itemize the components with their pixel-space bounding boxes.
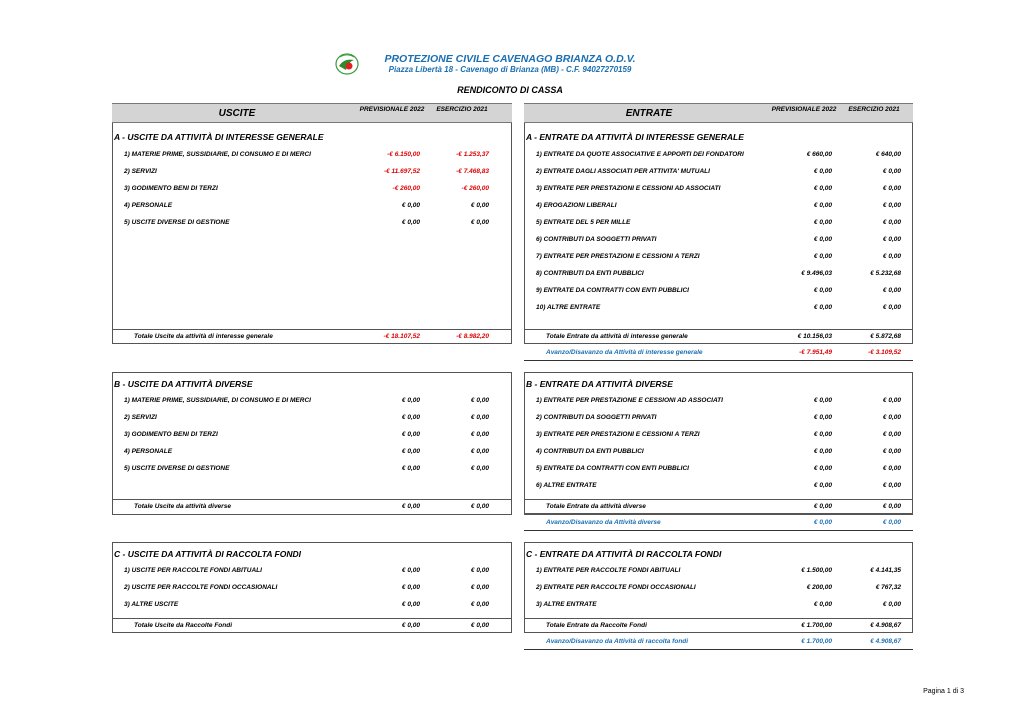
- row-value-previsionale: € 0,00: [813, 185, 832, 192]
- secB-entrate-title: B - ENTRATE DA ATTIVITÀ DIVERSE: [526, 379, 673, 389]
- row-value-previsionale: € 0,00: [401, 503, 420, 510]
- row-value-esercizio: € 0,00: [882, 219, 901, 226]
- row-value-previsionale: € 10.156,03: [797, 333, 832, 340]
- entrate-row: [536, 287, 926, 297]
- row-value-previsionale: € 0,00: [401, 465, 420, 472]
- row-value-previsionale: € 0,00: [813, 503, 832, 510]
- uscite-row: [124, 448, 514, 458]
- row-label: Totale Uscite da Raccolte Fondi: [134, 622, 233, 629]
- row-label: 1) ENTRATE PER PRESTAZIONE E CESSIONI AD ASSOCIATI: [536, 397, 723, 404]
- uscite-row: [124, 584, 514, 594]
- row-value-previsionale: € 0,00: [401, 397, 420, 404]
- entrate-row: [536, 236, 926, 246]
- uscite-row: [124, 567, 514, 577]
- row-value-esercizio: -€ 7.468,83: [456, 168, 489, 175]
- row-value-esercizio: € 4.908,67: [870, 622, 901, 629]
- row-label: 7) ENTRATE PER PRESTAZIONI E CESSIONI A TERZI: [536, 253, 700, 260]
- row-label: 1) USCITE PER RACCOLTE FONDI ABITUALI: [124, 567, 262, 574]
- entrate-total-row: [546, 333, 936, 343]
- entrate-row: [536, 270, 926, 280]
- row-label: 1) ENTRATE DA QUOTE ASSOCIATIVE E APPORTI DEI FONDATORI: [536, 151, 744, 158]
- row-label: Totale Entrate da attività diverse: [546, 503, 646, 510]
- row-label: 1) MATERIE PRIME, SUSSIDIARIE, DI CONSUMO E DI MERCI: [124, 151, 311, 158]
- uscite-total-row: [134, 333, 524, 343]
- secA-entrate-total-line: [524, 329, 913, 330]
- row-label: Totale Uscite da attività di interesse generale: [134, 333, 273, 340]
- secC-uscite-title: C - USCITE DA ATTIVITÀ DI RACCOLTA FONDI: [114, 549, 301, 559]
- row-label: 2) USCITE PER RACCOLTE FONDI OCCASIONALI: [124, 584, 278, 591]
- section-b-uscite-box: [112, 372, 512, 515]
- row-value-previsionale: -€ 7.951,49: [799, 349, 832, 356]
- row-label: 3) GODIMENTO BENI DI TERZI: [124, 431, 218, 438]
- avanzo-row: [546, 519, 936, 529]
- row-label: 1) ENTRATE PER RACCOLTE FONDI ABITUALI: [536, 567, 681, 574]
- row-value-esercizio: € 0,00: [470, 601, 489, 608]
- row-value-esercizio: € 0,00: [882, 431, 901, 438]
- row-value-esercizio: € 5.232,68: [870, 270, 901, 277]
- row-label: 4) CONTRIBUTI DA ENTI PUBBLICI: [536, 448, 644, 455]
- uscite-row: [124, 185, 514, 195]
- entrate-col-previsionale: PREVISIONALE 2022: [771, 106, 837, 113]
- row-value-previsionale: € 0,00: [401, 622, 420, 629]
- row-value-esercizio: € 0,00: [882, 503, 901, 510]
- uscite-row: [124, 151, 514, 161]
- row-value-esercizio: € 0,00: [882, 253, 901, 260]
- secC-uscite-total-line: [112, 618, 512, 619]
- row-value-previsionale: € 0,00: [401, 448, 420, 455]
- row-label: 2) CONTRIBUTI DA SOGGETTI PRIVATI: [536, 414, 657, 421]
- uscite-header: [112, 103, 512, 123]
- row-value-previsionale: € 0,00: [813, 304, 832, 311]
- row-value-esercizio: € 0,00: [882, 448, 901, 455]
- row-value-previsionale: € 0,00: [813, 219, 832, 226]
- row-value-esercizio: € 0,00: [882, 414, 901, 421]
- row-label: Totale Uscite da attività diverse: [134, 503, 231, 510]
- row-value-previsionale: € 0,00: [813, 168, 832, 175]
- row-value-previsionale: € 0,00: [401, 601, 420, 608]
- row-label: 4) EROGAZIONI LIBERALI: [536, 202, 617, 209]
- row-value-esercizio: € 0,00: [882, 519, 901, 526]
- row-value-previsionale: -€ 6.150,00: [387, 151, 420, 158]
- entrate-row: [536, 482, 926, 492]
- entrate-row: [536, 431, 926, 441]
- entrate-row: [536, 414, 926, 424]
- row-label: 9) ENTRATE DA CONTRATTI CON ENTI PUBBLICI: [536, 287, 689, 294]
- uscite-row: [124, 202, 514, 212]
- row-value-esercizio: € 640,00: [875, 151, 901, 158]
- row-value-esercizio: € 0,00: [882, 304, 901, 311]
- uscite-col-previsionale: PREVISIONALE 2022: [359, 106, 425, 113]
- row-value-esercizio: € 0,00: [470, 622, 489, 629]
- row-value-previsionale: € 1.500,00: [801, 567, 832, 574]
- row-value-previsionale: € 0,00: [813, 431, 832, 438]
- row-value-previsionale: € 0,00: [401, 202, 420, 209]
- row-value-esercizio: -€ 1.253,37: [456, 151, 489, 158]
- row-value-esercizio: € 0,00: [882, 465, 901, 472]
- row-value-previsionale: € 0,00: [401, 584, 420, 591]
- row-label: 1) MATERIE PRIME, SUSSIDIARIE, DI CONSUMO E DI MERCI: [124, 397, 311, 404]
- row-value-previsionale: -€ 18.107,52: [383, 333, 420, 340]
- row-value-previsionale: € 0,00: [401, 414, 420, 421]
- uscite-row: [124, 414, 514, 424]
- row-value-esercizio: -€ 8.982,20: [456, 333, 489, 340]
- row-label: 2) ENTRATE PER RACCOLTE FONDI OCCASIONALI: [536, 584, 696, 591]
- row-value-esercizio: -€ 3.109,52: [868, 349, 901, 356]
- entrate-row: [536, 584, 926, 594]
- row-label: 10) ALTRE ENTRATE: [536, 304, 601, 311]
- entrate-row: [536, 304, 926, 314]
- row-value-previsionale: -€ 11.697,52: [383, 168, 420, 175]
- row-label: 2) ENTRATE DAGLI ASSOCIATI PER ATTIVITA' MUTUALI: [536, 168, 710, 175]
- row-value-previsionale: € 0,00: [813, 601, 832, 608]
- row-value-previsionale: € 0,00: [813, 519, 832, 526]
- row-value-esercizio: € 0,00: [470, 503, 489, 510]
- row-label: Totale Entrate da Raccolte Fondi: [546, 622, 647, 629]
- row-label: Totale Entrate da attività di interesse generale: [546, 333, 688, 340]
- organization-name: PROTEZIONE CIVILE CAVENAGO BRIANZA O.D.V.: [384, 53, 636, 65]
- row-label: Avanzo/Disavanzo da Attività di raccolta fondi: [546, 638, 689, 645]
- row-value-esercizio: € 0,00: [470, 431, 489, 438]
- uscite-total-row: [134, 622, 524, 632]
- uscite-row: [124, 219, 514, 229]
- uscite-title: USCITE: [218, 108, 256, 119]
- row-value-previsionale: € 0,00: [401, 219, 420, 226]
- document-title: RENDICONTO DI CASSA: [457, 85, 563, 95]
- secB-uscite-total-line: [112, 499, 512, 500]
- row-label: 3) ENTRATE PER PRESTAZIONI E CESSIONI A TERZI: [536, 431, 700, 438]
- entrate-row: [536, 168, 926, 178]
- secB-entrate-total-line: [524, 499, 913, 500]
- row-value-esercizio: € 0,00: [882, 236, 901, 243]
- row-label: 2) SERVIZI: [124, 414, 157, 421]
- row-value-previsionale: € 1.700,00: [801, 622, 832, 629]
- entrate-title: ENTRATE: [625, 108, 673, 119]
- row-label: 6) CONTRIBUTI DA SOGGETTI PRIVATI: [536, 236, 657, 243]
- uscite-row: [124, 431, 514, 441]
- row-label: 4) PERSONALE: [124, 448, 173, 455]
- entrate-row: [536, 448, 926, 458]
- row-value-esercizio: € 0,00: [882, 397, 901, 404]
- secA-uscite-total-line: [112, 329, 512, 330]
- row-value-esercizio: € 0,00: [470, 414, 489, 421]
- row-label: 8) CONTRIBUTI DA ENTI PUBBLICI: [536, 270, 644, 277]
- row-value-esercizio: € 0,00: [882, 287, 901, 294]
- row-value-previsionale: € 0,00: [813, 397, 832, 404]
- row-value-esercizio: € 0,00: [882, 168, 901, 175]
- row-value-esercizio: € 0,00: [470, 448, 489, 455]
- secC-entrate-title: C - ENTRATE DA ATTIVITÀ DI RACCOLTA FONDI: [526, 549, 722, 559]
- row-label: 5) ENTRATE DEL 5 PER MILLE: [536, 219, 631, 226]
- entrate-row: [536, 397, 926, 407]
- row-value-previsionale: € 0,00: [401, 567, 420, 574]
- entrate-row: [536, 465, 926, 475]
- row-value-previsionale: € 9.496,03: [801, 270, 832, 277]
- row-value-esercizio: € 0,00: [882, 202, 901, 209]
- row-value-previsionale: € 0,00: [401, 431, 420, 438]
- page-number: Pagina 1 di 3: [923, 688, 964, 695]
- row-value-esercizio: € 0,00: [470, 465, 489, 472]
- row-value-previsionale: € 1.700,00: [801, 638, 832, 645]
- row-value-esercizio: € 0,00: [470, 567, 489, 574]
- entrate-row: [536, 185, 926, 195]
- row-label: Avanzo/Disavanzo da Attività diverse: [546, 519, 661, 526]
- uscite-row: [124, 601, 514, 611]
- row-value-esercizio: € 4.141,35: [870, 567, 901, 574]
- row-value-esercizio: € 0,00: [470, 219, 489, 226]
- avanzo-row: [546, 349, 936, 359]
- row-value-previsionale: € 0,00: [813, 414, 832, 421]
- row-value-previsionale: € 0,00: [813, 482, 832, 489]
- row-value-previsionale: € 0,00: [813, 287, 832, 294]
- row-label: 5) ENTRATE DA CONTRATTI CON ENTI PUBBLICI: [536, 465, 689, 472]
- row-label: 3) GODIMENTO BENI DI TERZI: [124, 185, 218, 192]
- entrate-row: [536, 151, 926, 161]
- row-label: 6) ALTRE ENTRATE: [536, 482, 597, 489]
- entrate-header: [524, 103, 913, 123]
- row-value-previsionale: € 0,00: [813, 448, 832, 455]
- uscite-row: [124, 465, 514, 475]
- uscite-row: [124, 168, 514, 178]
- entrate-row: [536, 253, 926, 263]
- row-value-esercizio: € 0,00: [470, 397, 489, 404]
- secA-entrate-title: A - ENTRATE DA ATTIVITÀ DI INTERESSE GENERALE: [526, 132, 744, 142]
- uscite-total-row: [134, 503, 524, 513]
- row-label: 5) USCITE DIVERSE DI GESTIONE: [124, 219, 230, 226]
- row-value-previsionale: -€ 260,00: [392, 185, 420, 192]
- entrate-row: [536, 202, 926, 212]
- row-label: 2) SERVIZI: [124, 168, 157, 175]
- uscite-col-esercizio: ESERCIZIO 2021: [436, 106, 488, 113]
- row-value-previsionale: € 0,00: [813, 465, 832, 472]
- entrate-row: [536, 219, 926, 229]
- row-value-esercizio: € 0,00: [882, 601, 901, 608]
- row-value-previsionale: € 200,00: [806, 584, 832, 591]
- row-label: 3) ALTRE USCITE: [124, 601, 179, 608]
- row-value-esercizio: € 0,00: [470, 202, 489, 209]
- row-value-esercizio: € 0,00: [882, 482, 901, 489]
- entrate-total-row: [546, 503, 936, 513]
- row-value-esercizio: -€ 260,00: [461, 185, 489, 192]
- row-label: 5) USCITE DIVERSE DI GESTIONE: [124, 465, 230, 472]
- row-value-esercizio: € 5.872,68: [870, 333, 901, 340]
- row-value-previsionale: € 0,00: [813, 202, 832, 209]
- row-value-esercizio: € 767,32: [875, 584, 901, 591]
- entrate-total-row: [546, 622, 936, 632]
- secA-uscite-title: A - USCITE DA ATTIVITÀ DI INTERESSE GENERALE: [114, 132, 324, 142]
- row-value-esercizio: € 0,00: [882, 185, 901, 192]
- row-value-esercizio: € 0,00: [470, 584, 489, 591]
- row-value-previsionale: € 0,00: [813, 236, 832, 243]
- secC-entrate-total-line: [524, 618, 913, 619]
- entrate-row: [536, 601, 926, 611]
- section-b-entrate-box: [524, 372, 913, 515]
- row-label: 4) PERSONALE: [124, 202, 173, 209]
- row-value-previsionale: € 0,00: [813, 253, 832, 260]
- entrate-col-esercizio: ESERCIZIO 2021: [848, 106, 900, 113]
- row-label: 3) ENTRATE PER PRESTAZIONI E CESSIONI AD ASSOCIATI: [536, 185, 721, 192]
- avanzo-row: [546, 638, 936, 648]
- secB-uscite-title: B - USCITE DA ATTIVITÀ DIVERSE: [114, 379, 253, 389]
- row-value-esercizio: € 4.908,67: [870, 638, 901, 645]
- row-label: 3) ALTRE ENTRATE: [536, 601, 597, 608]
- entrate-row: [536, 567, 926, 577]
- uscite-row: [124, 397, 514, 407]
- organization-address: Piazza Libertà 18 - Cavenago di Brianza (MB) - C.F. 94027270159: [388, 65, 632, 74]
- row-label: Avanzo/Disavanzo da Attività di interesse generale: [546, 349, 703, 356]
- row-value-previsionale: € 660,00: [806, 151, 832, 158]
